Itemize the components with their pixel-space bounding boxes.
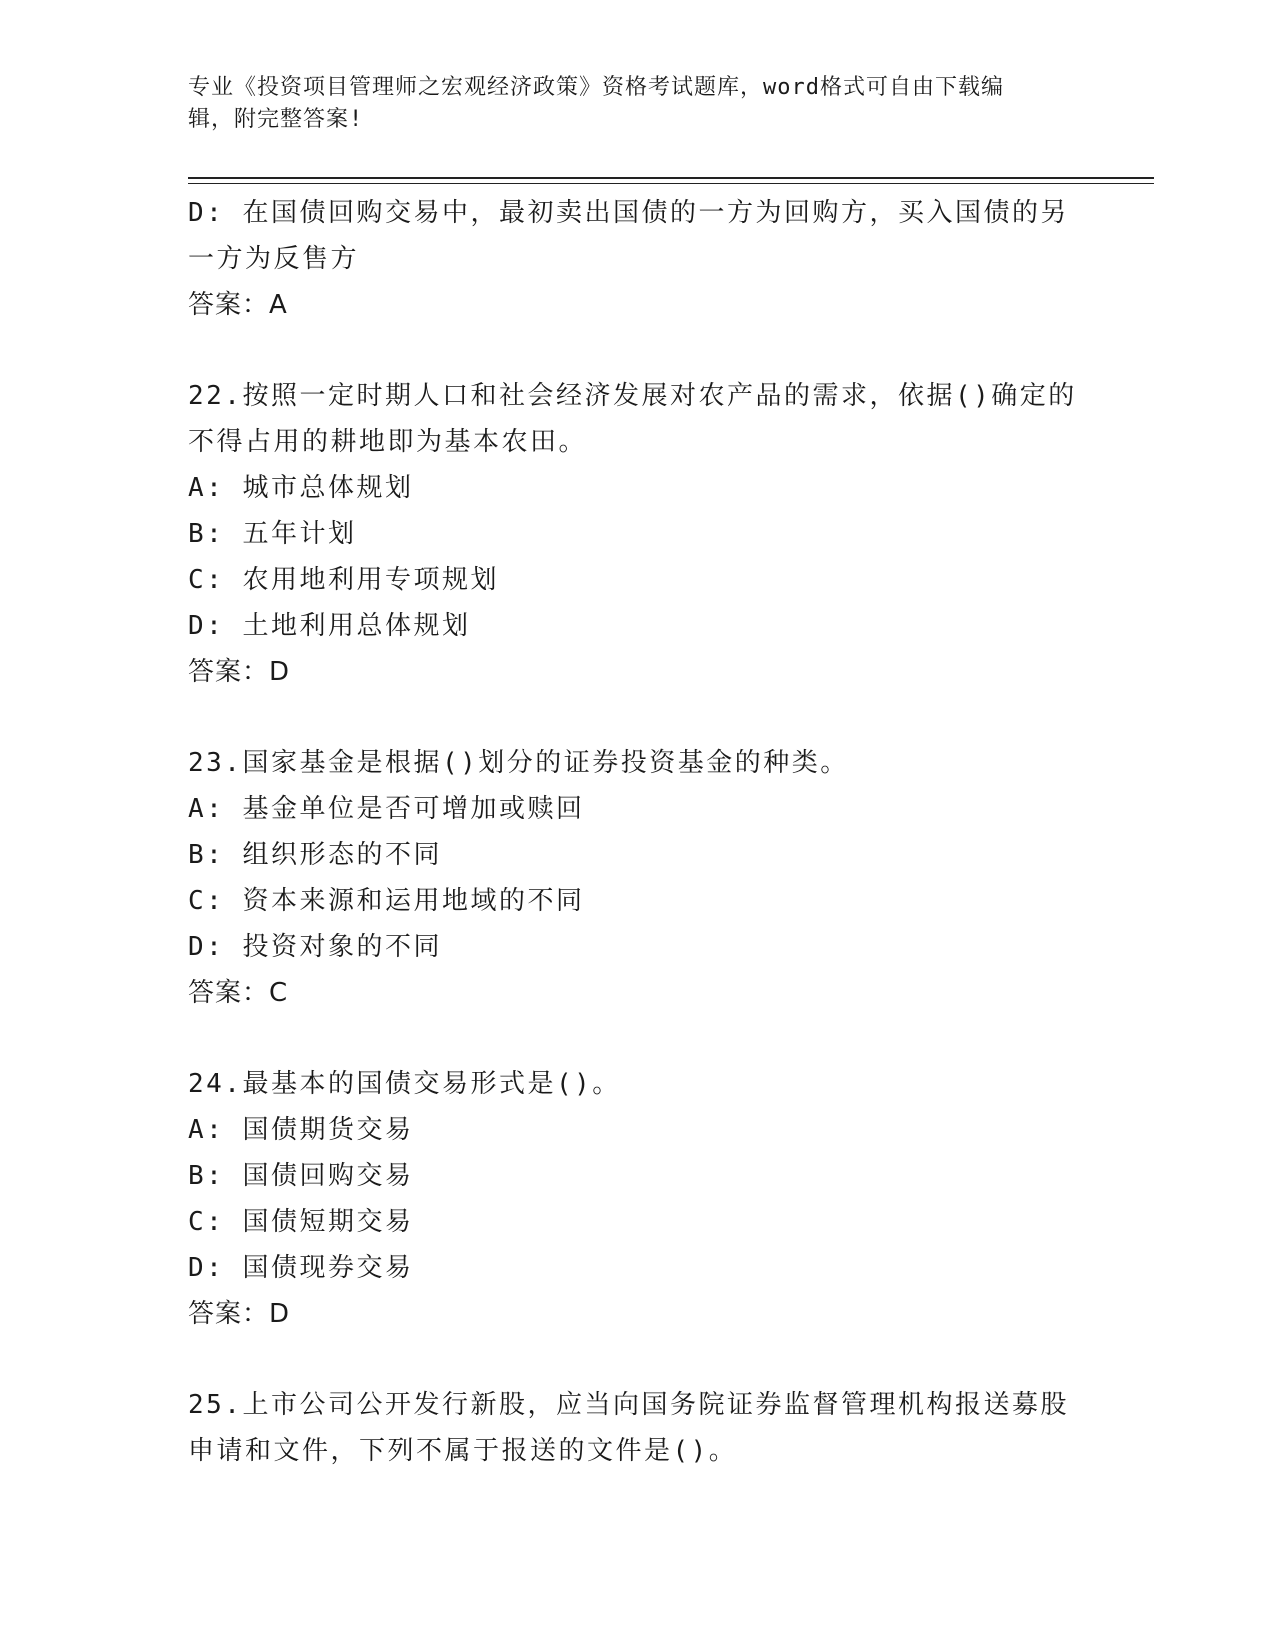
question-22	[188, 373, 1088, 695]
option-a: A: 国债期货交易	[188, 1115, 414, 1145]
answer: 答案：A	[188, 290, 288, 320]
option-a: A: 基金单位是否可增加或赎回	[188, 794, 585, 824]
header-rule-thick	[188, 177, 1154, 179]
header-line-1: 专业《投资项目管理师之宏观经济政策》资格考试题库，word格式可自由下载编	[188, 75, 1004, 100]
option-b: B: 组织形态的不同	[188, 840, 442, 870]
option-d-continued: 一方为反售方	[188, 244, 360, 274]
option-d: D: 国债现券交易	[188, 1253, 414, 1283]
question-stem: 25.上市公司公开发行新股，应当向国务院证券监督管理机构报送募股	[188, 1390, 1069, 1420]
question-23	[188, 740, 1088, 1016]
question-stem-continued: 不得占用的耕地即为基本农田。	[188, 427, 588, 457]
question-stem-continued: 申请和文件，下列不属于报送的文件是()。	[188, 1436, 738, 1466]
option-a: A: 城市总体规划	[188, 473, 414, 503]
question-stem: 22.按照一定时期人口和社会经济发展对农产品的需求，依据()确定的	[188, 381, 1077, 411]
option-d: D: 土地利用总体规划	[188, 611, 471, 641]
answer: 答案：C	[188, 978, 289, 1008]
option-c: C: 资本来源和运用地域的不同	[188, 886, 585, 916]
answer: 答案：D	[188, 657, 291, 687]
option-d: D: 在国债回购交易中，最初卖出国债的一方为回购方，买入国债的另	[188, 198, 1069, 228]
option-b: B: 国债回购交易	[188, 1161, 414, 1191]
question-stem: 24.最基本的国债交易形式是()。	[188, 1069, 621, 1099]
option-b: B: 五年计划	[188, 519, 357, 549]
question-stem: 23.国家基金是根据()划分的证券投资基金的种类。	[188, 748, 849, 778]
question-24	[188, 1061, 1088, 1337]
header-line-2: 辑，附完整答案!	[188, 107, 364, 132]
option-c: C: 国债短期交易	[188, 1207, 414, 1237]
document-header	[188, 72, 1068, 136]
question-content	[188, 190, 1088, 1474]
question-25	[188, 1382, 1088, 1474]
previous-question-tail	[188, 190, 1088, 328]
answer: 答案：D	[188, 1299, 291, 1329]
option-c: C: 农用地利用专项规划	[188, 565, 499, 595]
header-rule-thin	[188, 183, 1154, 184]
option-d: D: 投资对象的不同	[188, 932, 442, 962]
